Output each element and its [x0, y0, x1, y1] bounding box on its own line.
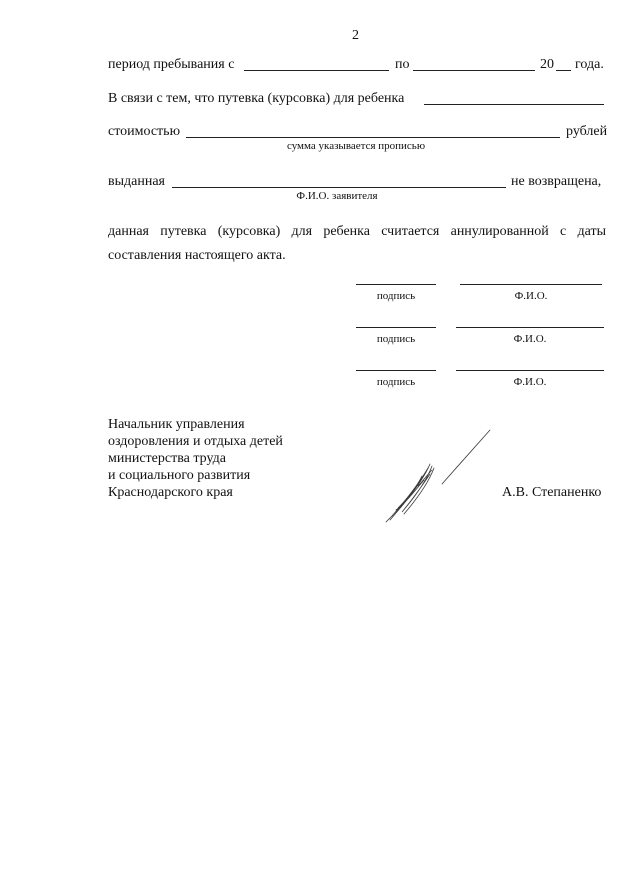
voucher-intro: В связи с тем, что путевка (курсовка) для ребенка	[108, 91, 405, 106]
applicant-name-blank	[172, 187, 506, 188]
child-name-blank	[424, 104, 604, 105]
period-label: период пребывания с	[108, 57, 235, 72]
handwritten-signature	[372, 428, 492, 524]
name-label-2: Ф.И.О.	[513, 333, 547, 345]
signer-name: А.В. Степаненко	[502, 485, 602, 500]
sign-label-3: подпись	[376, 376, 416, 388]
year-prefix: 20	[540, 57, 554, 72]
issued-label: выданная	[108, 174, 165, 189]
cost-blank	[186, 137, 560, 138]
signature-line-3	[356, 370, 436, 371]
position-line-2: оздоровления и отдыха детей	[108, 434, 283, 449]
name-line-1	[460, 284, 602, 285]
sign-label-2: подпись	[376, 333, 416, 345]
currency-label: рублей	[566, 124, 608, 139]
year-suffix: года.	[575, 57, 604, 72]
cost-label: стоимостью	[108, 124, 181, 139]
position-line-3: министерства труда	[108, 451, 226, 466]
not-returned-label: не возвращена,	[511, 174, 602, 189]
period-to-label: по	[395, 57, 410, 72]
signature-line-1	[356, 284, 436, 285]
position-line-5: Краснодарского края	[108, 485, 233, 500]
name-label-1: Ф.И.О.	[514, 290, 548, 302]
annulment-paragraph: данная путевка (курсовка) для ребенка считается аннулированной с даты составления настоящего акта.	[108, 224, 606, 263]
position-line-1: Начальник управления	[108, 417, 245, 432]
period-from-blank	[244, 70, 389, 71]
name-line-2	[456, 327, 604, 328]
year-blank	[556, 70, 571, 71]
applicant-hint: Ф.И.О. заявителя	[296, 190, 378, 202]
period-to-blank	[413, 70, 535, 71]
sign-label-1: подпись	[376, 290, 416, 302]
name-line-3	[456, 370, 604, 371]
page-number: 2	[352, 28, 359, 43]
position-line-4: и социального развития	[108, 468, 251, 483]
cost-hint: сумма указывается прописью	[286, 140, 426, 152]
signature-line-2	[356, 327, 436, 328]
name-label-3: Ф.И.О.	[513, 376, 547, 388]
